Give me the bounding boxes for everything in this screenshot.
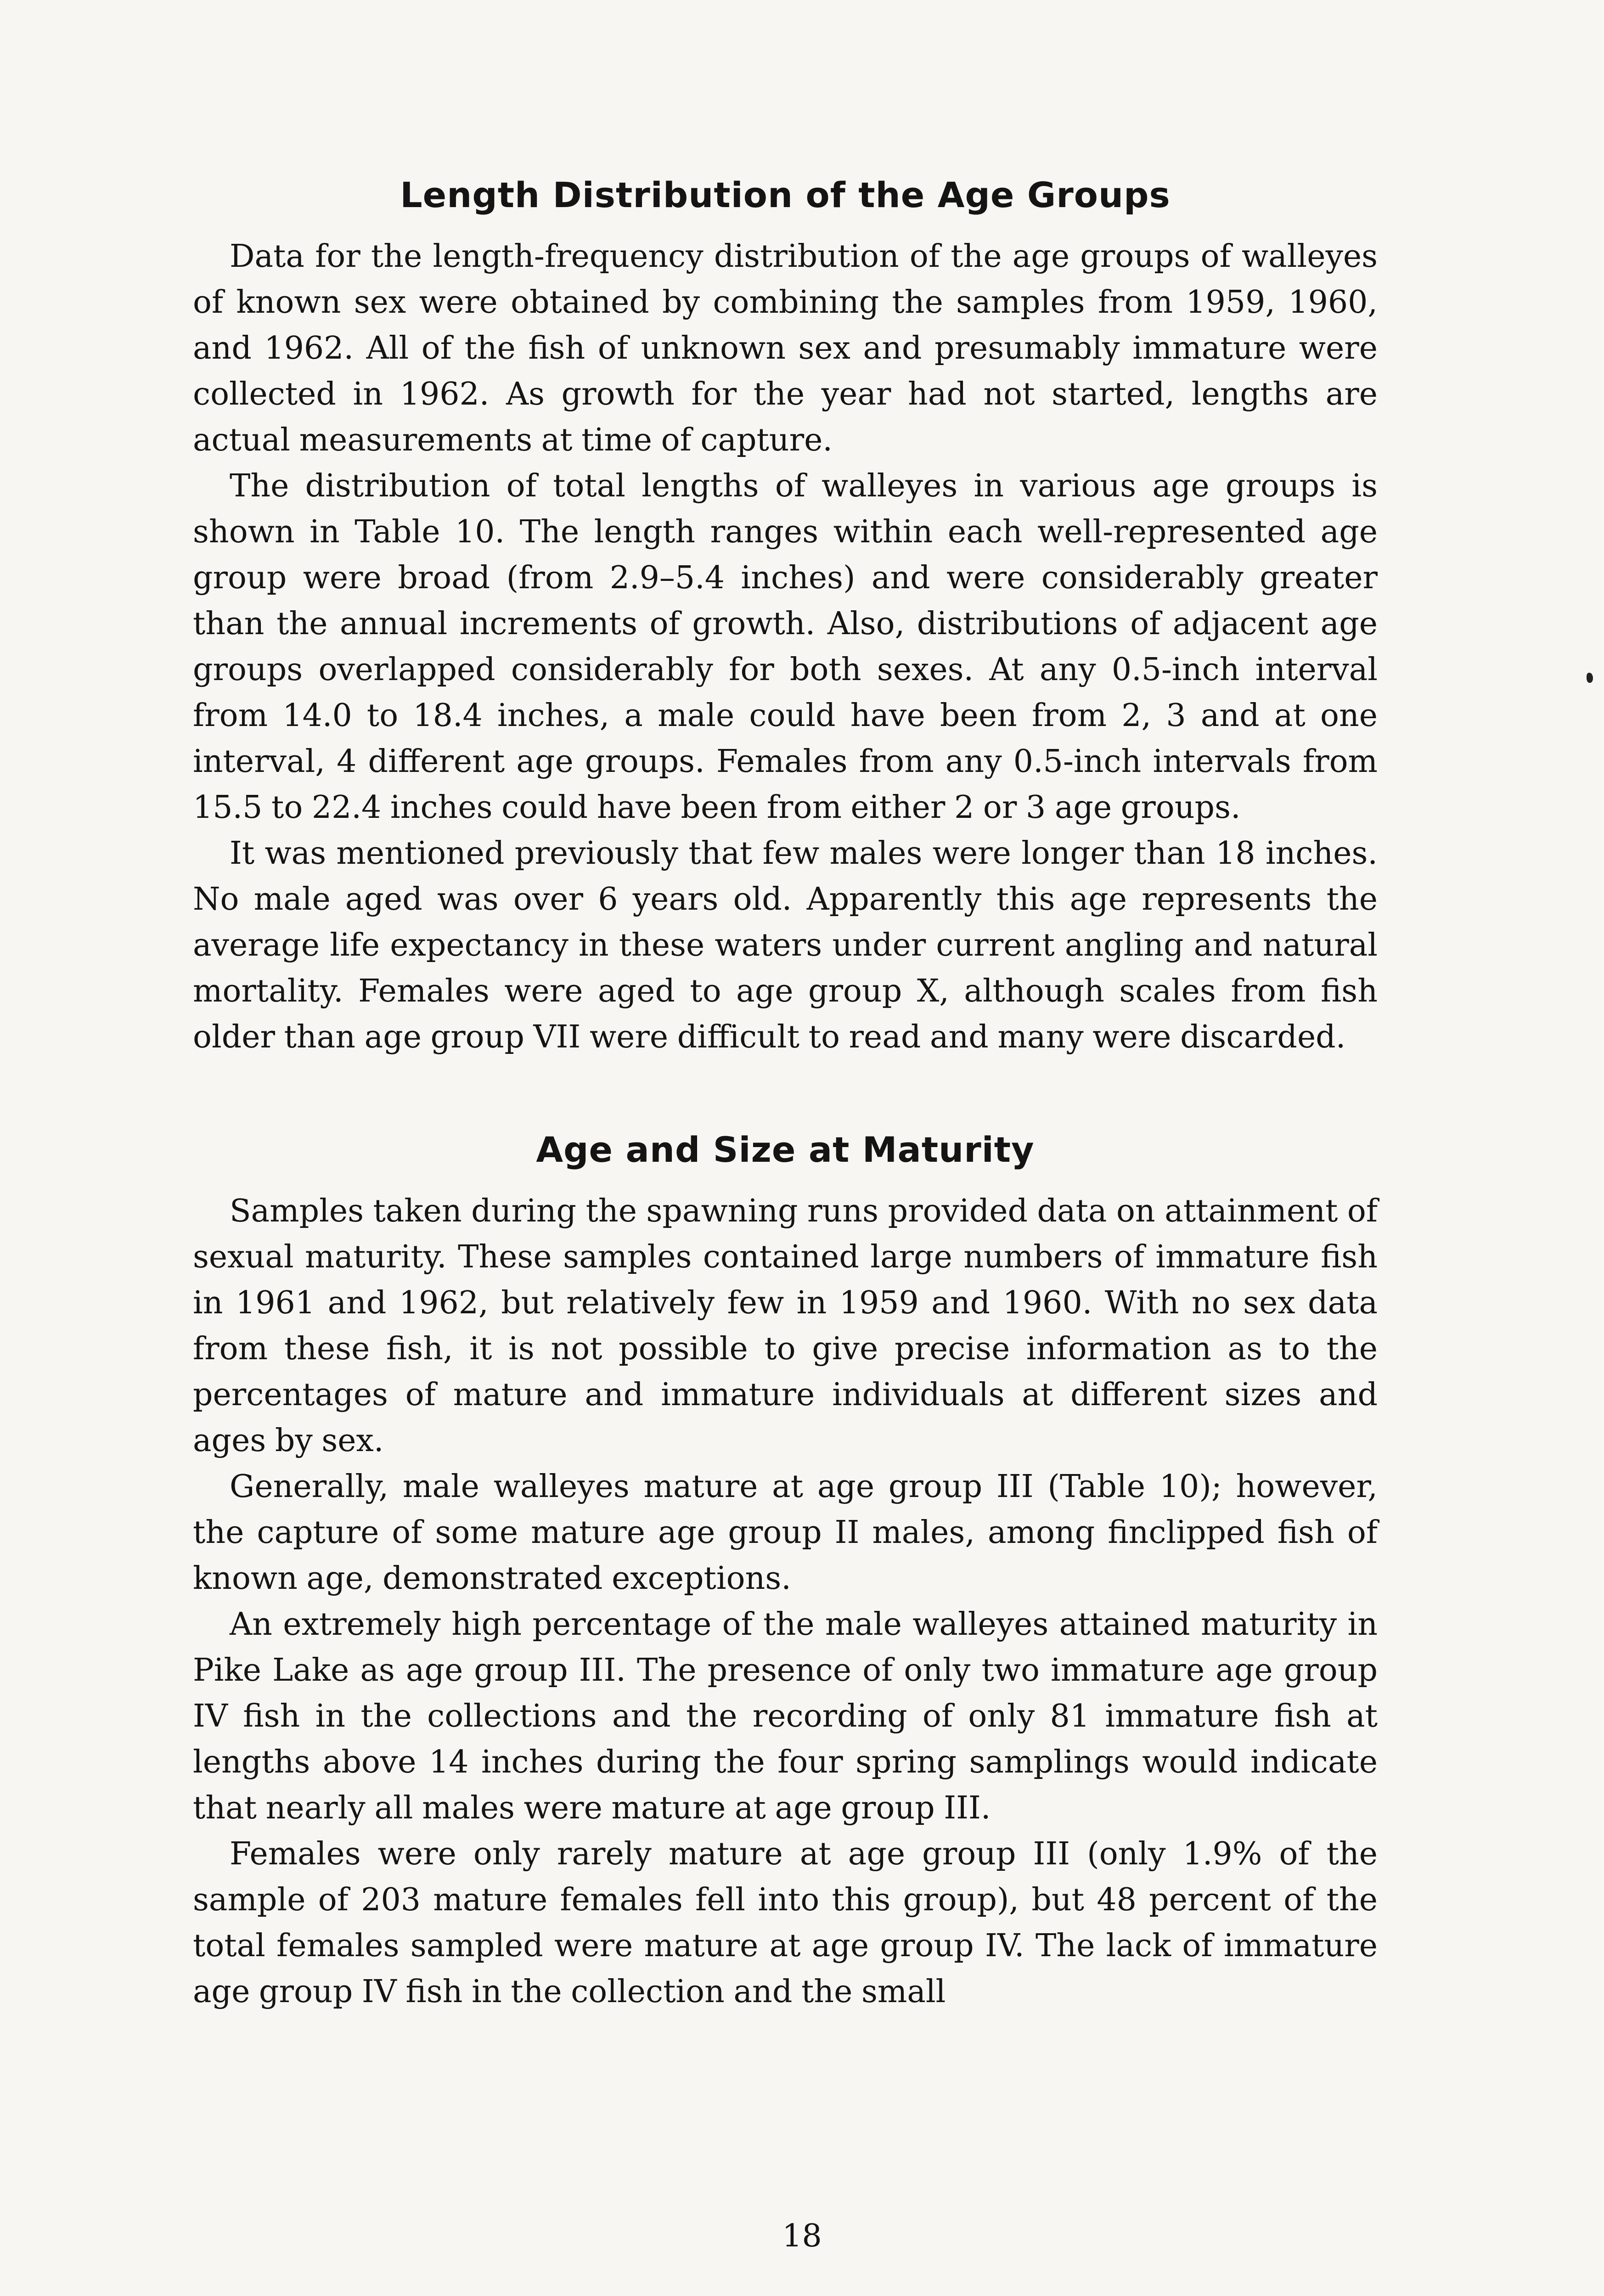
section-heading-length-distribution: Length Distribution of the Age Groups — [400, 174, 1171, 215]
paragraph: It was mentioned previously that few males were longer than 18 inches. No male aged was over 6 years old. Apparently this age represents the average life expectancy in these waters under current angling and natural mortality. Females were aged to age group X, although scales from fish older than age group VII were difficult to read and many were discarded. — [193, 835, 1378, 1055]
margin-ink-mark — [1587, 673, 1593, 683]
paragraph: The distribution of total lengths of walleyes in various age groups is shown in Table 10. The length ranges within each well-represented age group were broad (from 2.9–5.4 inches) and were considerably greater than the annual increments of growth. Also, distributions of adjacent age groups overlapped considerably for both sexes. At any 0.5-inch interval from 14.0 to 18.4 inches, a male could have been from 2, 3 and at one interval, 4 different age groups. Females from any 0.5-inch intervals from 15.5 to 22.4 inches could have been from either 2 or 3 age groups. — [193, 468, 1378, 826]
section-heading-age-size-maturity: Age and Size at Maturity — [536, 1129, 1035, 1170]
paragraph: An extremely high percentage of the male walleyes attained maturity in Pike Lake as age group III. The presence of only two immature age group IV fish in the collections and the recording of only 81 immature fish at lengths above 14 inches during the four spring samplings would indicate that nearly all males were mature at age group III. — [193, 1606, 1378, 1826]
paragraph: Data for the length-frequency distribution of the age groups of walleyes of known sex were obtained by combining the samples from 1959, 1960, and 1962. All of the fish of unknown sex and presumably immature were collected in 1962. As growth for the year had not started, lengths are actual measurements at time of capture. — [193, 238, 1378, 458]
page-content — [193, 174, 1378, 2015]
page-number: 18 — [782, 2218, 822, 2254]
paragraph: Generally, male walleyes mature at age group III (Table 10); however, the capture of some mature age group II males, among finclipped fish of known age, demonstrated exceptions. — [193, 1469, 1378, 1597]
paragraph: Samples taken during the spawning runs provided data on attainment of sexual maturity. These samples contained large numbers of immature fish in 1961 and 1962, but relatively few in 1959 and 1960. With no sex data from these fish, it is not possible to give precise information as to the percentages of mature and immature individuals at different sizes and ages by sex. — [193, 1193, 1378, 1459]
paragraph: Females were only rarely mature at age group III (only 1.9% of the sample of 203 mature females fell into this group), but 48 percent of the total females sampled were mature at age group IV. The lack of immature age group IV fish in the collection and the small — [193, 1836, 1378, 2010]
